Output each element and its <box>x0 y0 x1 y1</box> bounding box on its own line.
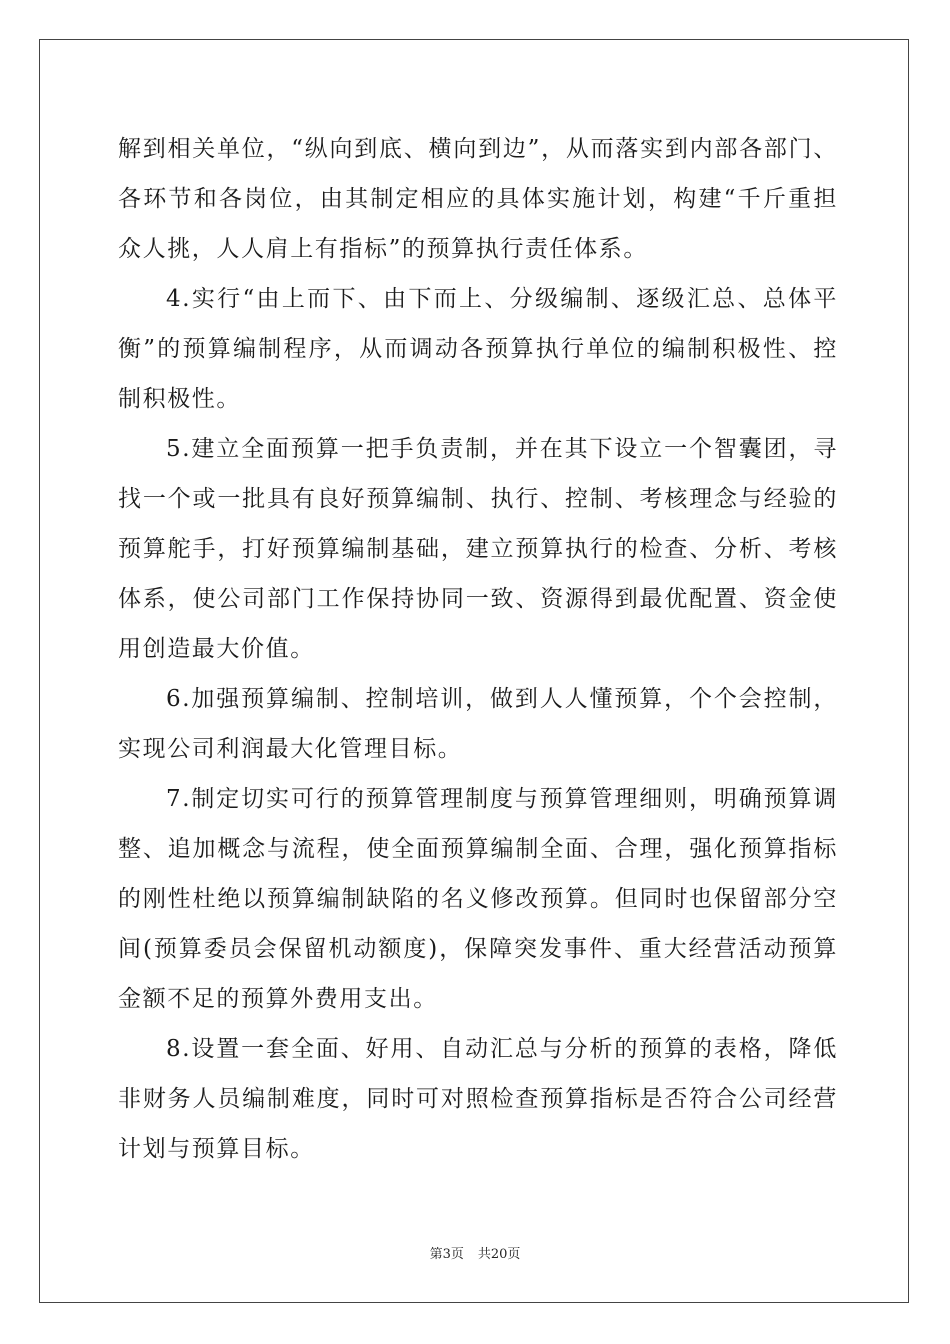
page-number: 第3页 <box>429 1247 464 1262</box>
page-footer <box>0 1246 950 1264</box>
paragraph-item-7: 7.制定切实可行的预算管理制度与预算管理细则，明确预算调整、追加概念与流程，使全面预算编制全面、合理，强化预算指标的刚性杜绝以预算编制缺陷的名义修改预算。但同时也保留部分空间(预算委员会保留机动额度)，保障突发事件、重大经营活动预算金额不足的预算外费用支出。 <box>118 786 838 1012</box>
paragraph-item-5: 5.建立全面预算一把手负责制，并在其下设立一个智囊团，寻找一个或一批具有良好预算编制、执行、控制、考核理念与经验的预算舵手，打好预算编制基础，建立预算执行的检查、分析、考核体系，使公司部门工作保持协同一致、资源得到最优配置、资金使用创造最大价值。 <box>118 436 838 662</box>
paragraph-item-4: 4.实行“由上而下、由下而上、分级编制、逐级汇总、总体平衡”的预算编制程序，从而调动各预算执行单位的编制积极性、控制积极性。 <box>118 286 838 412</box>
paragraph-item-8: 8.设置一套全面、好用、自动汇总与分析的预算的表格，降低非财务人员编制难度，同时可对照检查预算指标是否符合公司经营计划与预算目标。 <box>118 1036 838 1162</box>
page-total: 共20页 <box>477 1247 521 1262</box>
paragraph-item-6: 6.加强预算编制、控制培训，做到人人懂预算，个个会控制，实现公司利润最大化管理目标。 <box>118 686 838 762</box>
paragraph-continuation: 解到相关单位，“纵向到底、横向到边”，从而落实到内部各部门、各环节和各岗位，由其制定相应的具体实施计划，构建“千斤重担众人挑，人人肩上有指标”的预算执行责任体系。 <box>118 136 838 262</box>
document-body <box>118 124 838 1174</box>
